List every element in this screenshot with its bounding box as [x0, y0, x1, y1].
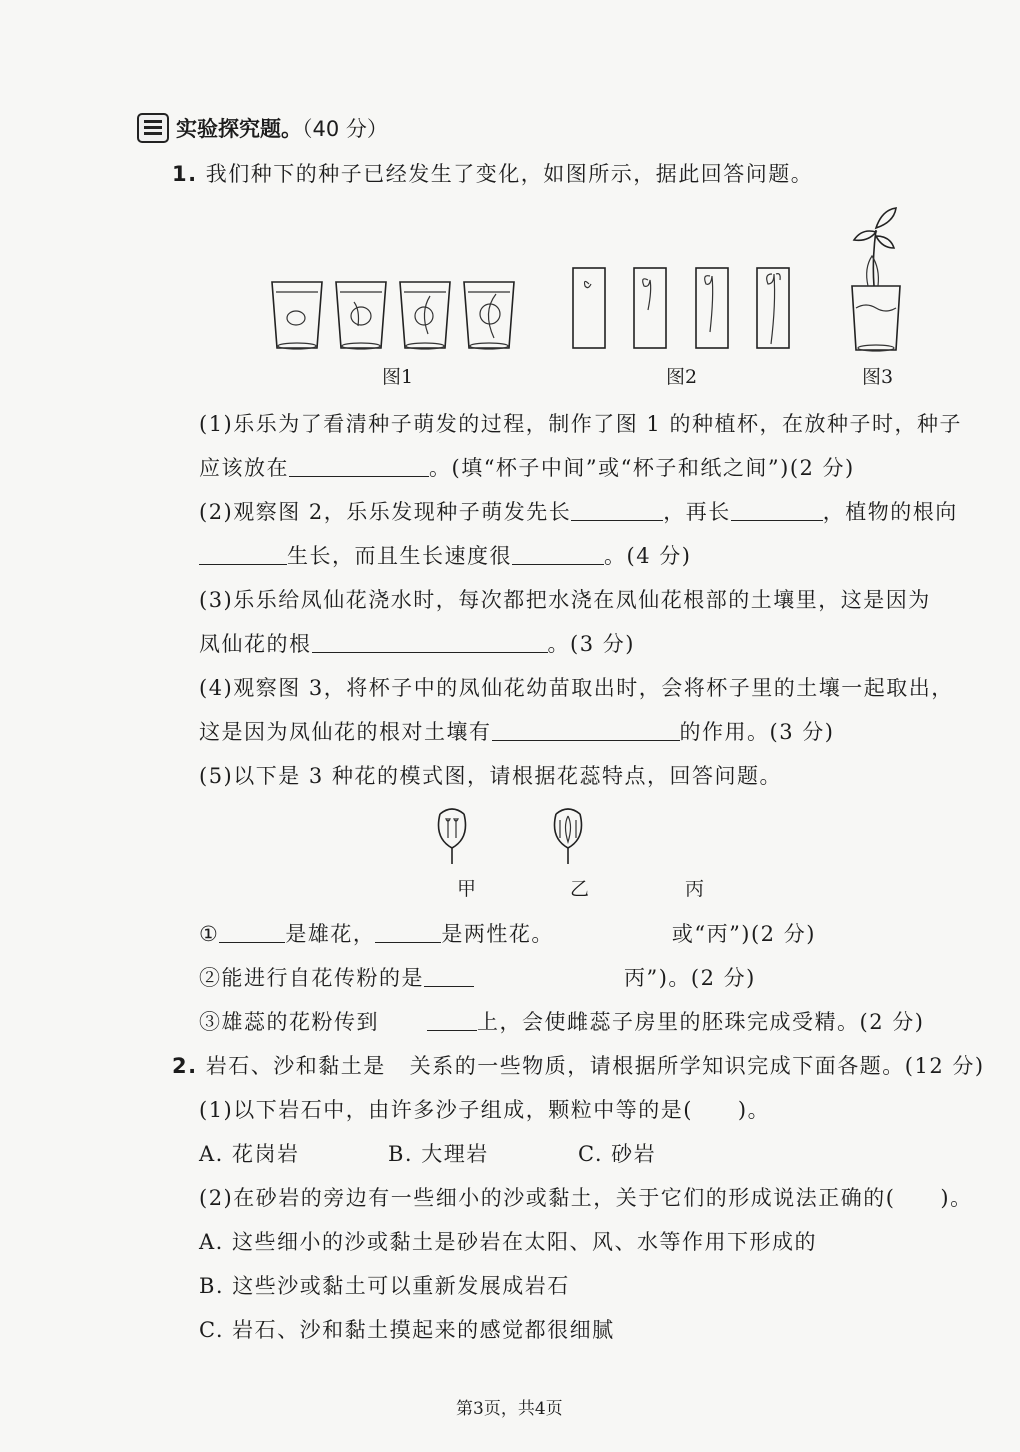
- q2-part1-option-b: B. 大理岩: [388, 1142, 489, 1166]
- q1-stem: [172, 158, 813, 188]
- q1-part4-prefix: 这是因为凤仙花的根对土壤有: [199, 720, 492, 744]
- q2-part2-option-a: A. 这些细小的沙或黏土是砂岩在太阳、风、水等作用下形成的: [199, 1230, 818, 1254]
- q1-part2-text3: ，植物的根向: [822, 500, 958, 524]
- answer-blank-root-effect[interactable]: [492, 720, 680, 741]
- q1-sub3: [199, 1006, 924, 1036]
- q2-part2-option-b: B. 这些沙或黏土可以重新发展成岩石: [199, 1274, 570, 1298]
- flower-jia-label: 甲: [457, 878, 477, 900]
- answer-blank-root-direction[interactable]: [199, 544, 287, 565]
- q1-part3-suffix: 。(3 分): [547, 632, 635, 656]
- q1-sub2: [199, 962, 756, 992]
- answer-blank-grows-next[interactable]: [731, 500, 823, 521]
- q1-part3-line1: (3)乐乐给凤仙花浇水时，每次都把水浇在凤仙花根部的土壤里，这是因为: [199, 588, 931, 612]
- q2-number: 2.: [172, 1054, 198, 1078]
- q2-part1-option-a: A. 花岗岩: [199, 1142, 300, 1166]
- q2-part2-stem: (2)在砂岩的旁边有一些细小的沙或黏土，关于它们的形成说法正确的( )。: [199, 1186, 973, 1210]
- q2-stem-text1: 岩石、沙和黏土是: [205, 1054, 386, 1078]
- q2-stem: [172, 1050, 985, 1080]
- figure1-label: 图1: [382, 366, 414, 388]
- q2-stem-text2: 关系的一些物质，请根据所学知识完成下面各题。(12 分): [409, 1054, 985, 1078]
- q1-stem-text: 我们种下的种子已经发生了变化，如图所示，据此回答问题。: [205, 162, 814, 186]
- answer-blank-seed-position[interactable]: [289, 456, 429, 477]
- figure3-label: 图3: [862, 366, 894, 388]
- section-three-icon: [137, 113, 169, 143]
- q1-part2-line2: [199, 540, 691, 570]
- answer-blank-self-pollination[interactable]: [424, 966, 474, 987]
- flower-yi-diagram: [555, 809, 582, 864]
- figure3-seedling: [852, 208, 900, 351]
- figure2-strips: [573, 268, 789, 348]
- q1-sub2-text1: ②能进行自花传粉的是: [199, 966, 424, 990]
- q2-part1-stem: (1)以下岩石中，由许多沙子组成，颗粒中等的是( )。: [199, 1098, 771, 1122]
- q1-part2-text1: (2)观察图 2，乐乐发现种子萌发先长: [199, 500, 572, 524]
- answer-blank-growth-speed[interactable]: [512, 544, 604, 565]
- figure2-label: 图2: [666, 366, 698, 388]
- q1-part2-text2: ，再长: [663, 500, 731, 524]
- q2-part1-option-c: C. 砂岩: [578, 1142, 657, 1166]
- q2-part2-option-c: C. 岩石、沙和黏土摸起来的感觉都很细腻: [199, 1318, 615, 1342]
- flower-diagrams: [430, 804, 610, 868]
- q1-sub1-text3: 或“丙”)(2 分): [671, 922, 816, 946]
- q1-part2-line1: [199, 496, 958, 526]
- q1-part1-prefix: 应该放在: [199, 456, 289, 480]
- q1-part3-line2: [199, 628, 635, 658]
- section-points: （40 分）: [302, 117, 388, 141]
- answer-blank-bisexual-flower[interactable]: [375, 922, 441, 943]
- q1-sub1-marker: ①: [199, 922, 220, 946]
- answer-blank-grows-first[interactable]: [571, 500, 663, 521]
- section-title: 实验探究题。: [176, 117, 302, 141]
- q1-part4-line1: (4)观察图 3，将杯子中的凤仙花幼苗取出时，会将杯子里的土壤一起取出，: [199, 676, 954, 700]
- q1-sub1-text1: 是雄花，: [285, 922, 376, 946]
- answer-blank-male-flower[interactable]: [219, 922, 285, 943]
- q1-number: 1.: [172, 162, 198, 186]
- q1-sub2-text2: 丙”)。(2 分): [624, 966, 756, 990]
- figure1-cups: [272, 282, 514, 349]
- q1-part3-prefix: 凤仙花的根: [199, 632, 312, 656]
- page-footer: 第3页，共4页: [456, 1399, 563, 1419]
- q1-part2-text5: 。(4 分): [604, 544, 692, 568]
- flower-yi-label: 乙: [570, 878, 590, 900]
- q1-part2-text4: 生长，而且生长速度很: [287, 544, 512, 568]
- q1-sub3-text1: ③雄蕊的花粉传到: [199, 1010, 379, 1034]
- q1-sub1-text2: 是两性花。: [441, 922, 554, 946]
- q1-part1-line1: (1)乐乐为了看清种子萌发的过程，制作了图 1 的种植杯，在放种子时，种子: [199, 412, 962, 436]
- answer-blank-pollen-target[interactable]: [427, 1010, 477, 1031]
- flower-jia-diagram: [439, 809, 466, 864]
- section-heading: [176, 113, 388, 143]
- q1-sub1: [199, 918, 816, 948]
- q1-part4-suffix: 的作用。(3 分): [679, 720, 835, 744]
- q1-part1-line2: [199, 452, 855, 482]
- q1-sub3-text2: 上，会使雌蕊子房里的胚珠完成受精。(2 分): [477, 1010, 925, 1034]
- flower-bing-label: 丙: [685, 878, 705, 900]
- q1-part5-stem: (5)以下是 3 种花的模式图，请根据花蕊特点，回答问题。: [199, 764, 782, 788]
- answer-blank-root-function[interactable]: [312, 632, 548, 653]
- seed-germination-figures: [260, 200, 920, 360]
- q1-part4-line2: [199, 716, 834, 746]
- q1-part1-suffix: 。(填“杯子中间”或“杯子和纸之间”)(2 分): [429, 456, 855, 480]
